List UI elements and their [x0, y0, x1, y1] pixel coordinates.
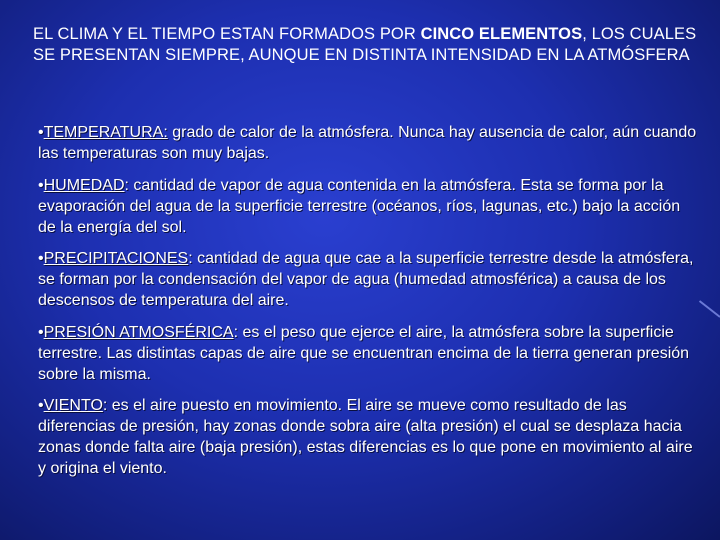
title-emphasis: CINCO ELEMENTOS: [420, 25, 583, 43]
bullet-marker: •: [38, 397, 44, 414]
bullet-precipitaciones: [38, 248, 700, 311]
decorative-line: [699, 300, 720, 318]
bullet-marker: •: [38, 323, 44, 341]
bullet-presion-atmosferica: [38, 322, 700, 385]
bullet-viento: [38, 395, 700, 479]
title-text-end: , LOS CUALES SE PRESENTAN SIEMPRE, AUNQUE EN DISTINTA INTENSIDAD EN LA ATMÓSFERA: [33, 25, 697, 64]
bullet-term: PRECIPITACIONES: [43, 250, 189, 267]
bullet-text: : cantidad de vapor de agua contenida en la atmósfera. Esta se forma por la evaporación del agua de la superficie terrestre (océanos, ríos, lagunas, etc.) bajo la acción de la energía del sol.: [38, 176, 681, 236]
bullet-text: : es el peso que ejerce el aire, la atmósfera sobre la superficie terrestre. Las distintas capas de aire que se encuentran encima de la tierra generan presión sobre la misma.: [38, 323, 690, 383]
bullet-term: PRESIÓN ATMOSFÉRICA: [43, 323, 234, 341]
bullet-humedad: [38, 175, 700, 238]
bullet-marker: •: [38, 124, 44, 141]
bullet-text: grado de calor de la atmósfera. Nunca hay ausencia de calor, aún cuando las temperaturas son muy bajas.: [38, 124, 697, 162]
slide-title: [33, 24, 703, 66]
bullet-list: [38, 122, 700, 490]
bullet-term: VIENTO: [43, 397, 103, 414]
bullet-text: : es el aire puesto en movimiento. El aire se mueve como resultado de las diferencias de presión, hay zonas donde sobra aire (alta presión) el cual se desplaza hacia zonas donde falta aire (baja presión), estas diferencias es lo que pone en movimiento al aire y origina el viento.: [38, 397, 693, 477]
bullet-term: TEMPERATURA:: [43, 124, 168, 141]
bullet-temperatura: [38, 122, 700, 164]
bullet-marker: •: [38, 250, 44, 267]
title-text-start: EL CLIMA Y EL TIEMPO ESTAN FORMADOS POR: [33, 25, 421, 43]
bullet-marker: •: [38, 176, 44, 194]
bullet-term: HUMEDAD: [43, 176, 125, 194]
bullet-text: : cantidad de agua que cae a la superficie terrestre desde la atmósfera, se forman por la condensación del vapor de agua (humedad atmosférica) a causa de los descensos de temperatura del aire.: [38, 250, 694, 309]
